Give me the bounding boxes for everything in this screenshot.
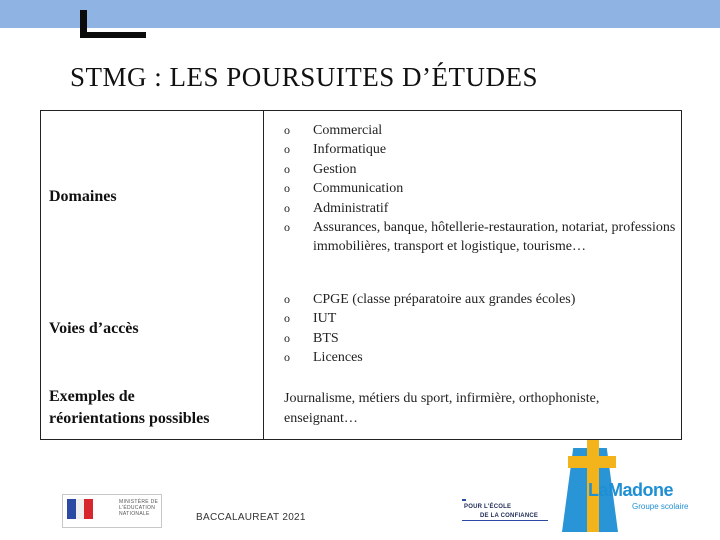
ecole-confiance-logo — [460, 494, 550, 524]
row-label-domaines: Domaines — [49, 188, 117, 205]
row-voies-content-cell — [264, 282, 681, 376]
list-item: o Assurances, banque, hôtellerie-restauration, notariat, professions immobilières, transport et logistique, tourisme… — [284, 220, 676, 255]
list-item: o Administratif — [284, 199, 676, 218]
madone-name: LaMadone — [588, 480, 674, 500]
list-item: o BTS — [284, 329, 676, 348]
bullet-icon: o — [284, 292, 290, 306]
row-voies-label-cell — [41, 282, 264, 376]
list-item: o Informatique — [284, 140, 676, 159]
la-madone-logo — [562, 440, 712, 536]
corner-bracket-decoration — [72, 10, 146, 38]
exemples-text: Journalisme, métiers du sport, infirmière, orthophoniste, enseignant… — [284, 391, 600, 426]
baccalaureat-label: BACCALAUREAT 2021 — [196, 512, 306, 523]
bullet-icon: o — [284, 161, 290, 176]
ecole-line1: POUR L'ÉCOLE — [464, 504, 512, 510]
madone-group: Groupe scolaire — [632, 502, 689, 511]
list-item: o Commercial — [284, 121, 676, 140]
bracket-horizontal — [80, 32, 146, 38]
bullet-icon: o — [284, 123, 290, 137]
slide-title: STMG : LES POURSUITES D’ÉTUDES — [70, 62, 539, 92]
accent-underline — [462, 520, 548, 521]
bullet-icon: o — [284, 350, 290, 365]
bullet-icon: o — [284, 181, 290, 196]
cross-horizontal-bar — [568, 456, 616, 468]
french-flag-icon — [67, 499, 93, 519]
list-item: o Communication — [284, 179, 676, 198]
ecole-line2: DE LA CONFIANCE — [480, 513, 539, 519]
voies-list — [284, 290, 676, 368]
ministry-logo — [62, 494, 162, 528]
row-domaines-label-cell — [41, 111, 264, 282]
domaines-list — [284, 121, 676, 257]
ministry-text: MINISTÈRE DE L'ÉDUCATION NATIONALE — [119, 499, 159, 517]
list-item: o Gestion — [284, 160, 676, 179]
list-item: o IUT — [284, 309, 676, 328]
list-item: o Licences — [284, 348, 676, 367]
bullet-icon: o — [284, 311, 290, 326]
bullet-icon: o — [284, 142, 290, 157]
row-exemples-label-cell — [41, 376, 264, 438]
row-label-voies-acces: Voies d’accès — [49, 320, 139, 337]
list-item: o CPGE (classe préparatoire aux grandes écoles) — [284, 290, 676, 309]
pathways-table — [40, 110, 682, 440]
accent-line — [462, 499, 466, 501]
bullet-icon: o — [284, 330, 290, 345]
row-exemples-content-cell — [264, 376, 681, 438]
bullet-icon: o — [284, 220, 290, 235]
row-label-exemples: Exemples de réorientations possibles — [49, 388, 210, 427]
column-divider — [263, 111, 264, 439]
row-domaines-content-cell — [264, 111, 681, 282]
bullet-icon: o — [284, 200, 290, 215]
